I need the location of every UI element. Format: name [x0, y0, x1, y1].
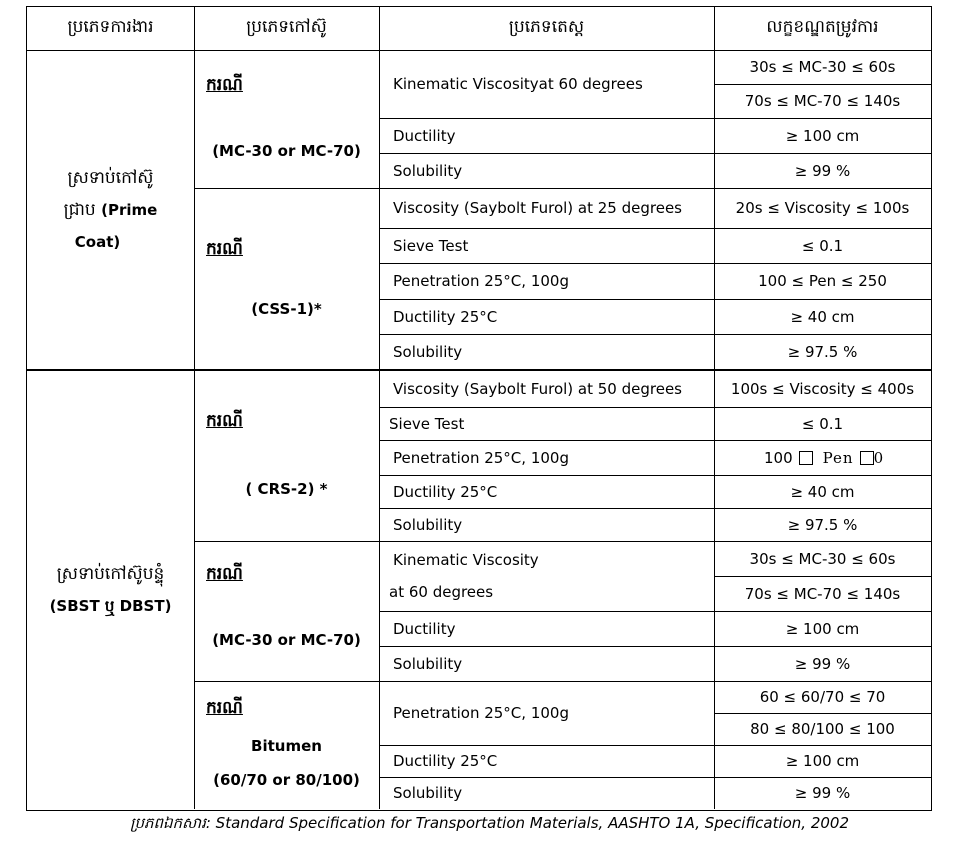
material-title: ករណី [206, 564, 243, 584]
category-sbst-en: (SBST ឬ DBST) [49, 596, 172, 615]
spec-saybolt-25: 20s ≤ Viscosity ≤ 100s [735, 199, 910, 217]
material-css1 [194, 188, 379, 369]
test-saybolt-50: Viscosity (Saybolt Furol) at 50 degrees [393, 379, 682, 398]
spec-solubility: ≥ 99 % [794, 784, 851, 802]
spec-ductility-25: ≥ 100 cm [785, 752, 860, 770]
missing-glyph-icon [799, 451, 813, 465]
test-kinematic-line-1: Kinematic Viscosity [393, 551, 539, 569]
test-ductility-25: Ductility 25°C [393, 752, 498, 770]
material-mc30-mc70 [194, 541, 379, 681]
test-solubility: Solubility [393, 515, 463, 534]
material-name-1: Bitumen [251, 737, 322, 755]
test-penetration: Penetration 25°C, 100g [393, 448, 569, 467]
spec-ductility: ≥ 100 cm [785, 126, 860, 145]
category-prime-khmer: ស្រទាប់កៅស៊ូ [67, 168, 154, 188]
spec-ductility-25: ≥ 40 cm [790, 307, 855, 326]
test-ductility: Ductility [393, 619, 456, 638]
spec-pen-80100: 80 ≤ 80/100 ≤ 100 [750, 720, 895, 738]
spec-mc70: 70s ≤ MC-70 ≤ 140s [744, 584, 901, 603]
material-title: ករណី [206, 75, 243, 95]
test-solubility: Solubility [393, 161, 463, 180]
material-name-2: (60/70 or 80/100) [213, 771, 360, 789]
spec-saybolt-50: 100s ≤ Viscosity ≤ 400s [730, 379, 915, 398]
category-sbst-khmer: ស្រទាប់កៅស៊ូបន្ទុំ [56, 563, 165, 584]
spec-penetration-garbled [714, 440, 931, 475]
spec-solubility: ≥ 99 % [794, 654, 851, 673]
test-solubility: Solubility [393, 654, 463, 673]
test-ductility-25: Ductility 25°C [393, 307, 498, 326]
test-solubility: Solubility [393, 342, 463, 361]
test-sieve: Sieve Test [389, 414, 465, 433]
category-prime-en-1: (Prime [101, 201, 158, 219]
material-title: ករណី [206, 411, 243, 431]
material-bitumen [194, 681, 379, 809]
spec-solubility: ≥ 97.5 % [787, 515, 858, 534]
specification-table [26, 6, 932, 811]
spec-penetration: 100 ≤ Pen ≤ 250 [758, 272, 887, 290]
source-caption: ប្រភពឯកសារ: Standard Specification for Transportation Materials, AASHTO 1A, Specification, 2002 [129, 814, 850, 832]
spec-ductility: ≥ 100 cm [785, 619, 860, 638]
test-kinematic-viscosity [379, 541, 714, 611]
header-type-of-test: ប្រភេទតេស្ត [508, 17, 585, 37]
material-name: (MC-30 or MC-70) [212, 631, 361, 649]
material-title: ករណី [206, 239, 243, 259]
test-sieve: Sieve Test [393, 236, 469, 255]
category-prime-coat [27, 50, 194, 370]
test-penetration: Penetration 25°C, 100g [393, 704, 569, 722]
test-saybolt-25: Viscosity (Saybolt Furol) at 25 degrees [393, 199, 682, 217]
test-ductility-25: Ductility 25°C [393, 482, 498, 501]
spec-sieve: ≤ 0.1 [801, 236, 844, 255]
spec-ductility-25: ≥ 40 cm [790, 482, 855, 501]
spec-sieve: ≤ 0.1 [801, 414, 844, 433]
header-specification: លក្ខខណ្ឌតម្រូវការ [766, 17, 879, 37]
category-prime-khmer-2: ជ្រាប [63, 200, 96, 220]
material-name: (CSS-1)* [251, 300, 322, 318]
category-sbst [27, 370, 194, 809]
spec-solubility: ≥ 97.5 % [787, 342, 858, 361]
spec-solubility: ≥ 99 % [794, 161, 851, 180]
material-title: ករណី [206, 698, 243, 718]
test-kinematic-viscosity: Kinematic Viscosityat 60 degrees [393, 75, 643, 93]
header-type-of-asphalt: ប្រភេទកៅស៊ូ [246, 17, 327, 37]
material-crs2 [194, 370, 379, 541]
test-kinematic-line-2: at 60 degrees [389, 583, 494, 601]
header-type-of-work: ប្រភេទការងារ [67, 17, 154, 37]
spec-mc70: 70s ≤ MC-70 ≤ 140s [744, 92, 901, 110]
material-name: (MC-30 or MC-70) [212, 142, 361, 160]
test-ductility: Ductility [393, 126, 456, 145]
material-mc30-mc70 [194, 50, 379, 188]
spec-pen-pre: 100 [764, 448, 793, 467]
material-name: ( CRS-2) * [245, 480, 328, 498]
spec-pen-6070: 60 ≤ 60/70 ≤ 70 [759, 688, 886, 706]
spec-pen-post: 0 [873, 448, 885, 467]
test-solubility: Solubility [393, 784, 463, 802]
spec-mc30: 30s ≤ MC-30 ≤ 60s [749, 549, 896, 568]
test-penetration: Penetration 25°C, 100g [393, 272, 569, 290]
category-prime-en-2: Coat) [74, 233, 121, 251]
spec-pen-mid: Pen [822, 448, 854, 467]
missing-glyph-icon [860, 451, 874, 465]
spec-mc30: 30s ≤ MC-30 ≤ 60s [749, 58, 896, 76]
